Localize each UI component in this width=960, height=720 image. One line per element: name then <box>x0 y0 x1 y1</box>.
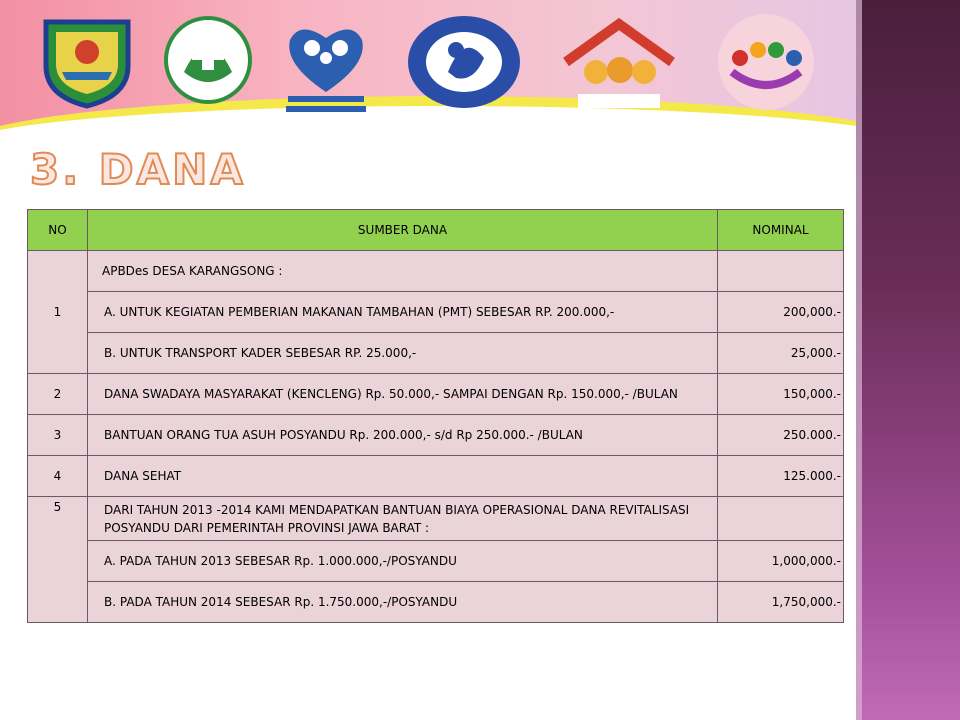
row-nominal: 25,000.- <box>718 333 844 374</box>
regency-emblem-logo <box>38 14 136 110</box>
table-header-row <box>28 210 844 251</box>
row-nominal: 200,000.- <box>718 292 844 333</box>
row-number: 1 <box>28 251 88 374</box>
row-source: B. PADA TAHUN 2014 SEBESAR Rp. 1.750.000,-/POSYANDU <box>88 582 718 623</box>
row-nominal: 125.000.- <box>718 456 844 497</box>
row-source: APBDes DESA KARANGSONG : <box>88 251 718 292</box>
row-source: A. PADA TAHUN 2013 SEBESAR Rp. 1.000.000,-/POSYANDU <box>88 541 718 582</box>
row-nominal <box>718 497 844 541</box>
row-nominal: 150,000.- <box>718 374 844 415</box>
header-source: SUMBER DANA <box>88 210 718 251</box>
upgk-logo <box>404 12 524 112</box>
table-row <box>28 456 844 497</box>
header-nominal: NOMINAL <box>718 210 844 251</box>
bakti-husada-logo <box>162 14 254 106</box>
sidebar-edge <box>856 0 862 720</box>
logo-banner <box>0 0 856 142</box>
row-source: BANTUAN ORANG TUA ASUH POSYANDU Rp. 200.000,- s/d Rp 250.000.- /BULAN <box>88 415 718 456</box>
row-number: 4 <box>28 456 88 497</box>
table-row <box>28 251 844 292</box>
row-source: A. UNTUK KEGIATAN PEMBERIAN MAKANAN TAMBAHAN (PMT) SEBESAR RP. 200.000,- <box>88 292 718 333</box>
table-row <box>28 541 844 582</box>
table-row <box>28 582 844 623</box>
row-number: 3 <box>28 415 88 456</box>
table-row <box>28 374 844 415</box>
row-nominal: 1,750,000.- <box>718 582 844 623</box>
decorative-sidebar <box>856 0 960 720</box>
keluarga-berkualitas-logo <box>276 14 376 116</box>
row-nominal: 1,000,000.- <box>718 541 844 582</box>
row-source: DARI TAHUN 2013 -2014 KAMI MENDAPATKAN BANTUAN BIAYA OPERASIONAL DANA REVITALISASI POSYANDU DARI PEMERINTAH PROVINSI JAWA BARAT : <box>88 497 718 541</box>
row-nominal <box>718 251 844 292</box>
row-source: B. UNTUK TRANSPORT KADER SEBESAR RP. 25.000,- <box>88 333 718 374</box>
funding-table <box>27 209 844 623</box>
indonesia-sehat-logo <box>706 10 826 114</box>
row-source: DANA SEHAT <box>88 456 718 497</box>
row-nominal: 250.000.- <box>718 415 844 456</box>
rumah-tangga-sehat-logo <box>556 14 682 114</box>
table-row <box>28 292 844 333</box>
table-row <box>28 415 844 456</box>
header-no: NO <box>28 210 88 251</box>
table-row <box>28 497 844 541</box>
row-source: DANA SWADAYA MASYARAKAT (KENCLENG) Rp. 50.000,- SAMPAI DENGAN Rp. 150.000,- /BULAN <box>88 374 718 415</box>
table-row <box>28 333 844 374</box>
slide-title: 3. DANA <box>30 145 246 194</box>
row-number: 5 <box>28 497 88 623</box>
row-number: 2 <box>28 374 88 415</box>
